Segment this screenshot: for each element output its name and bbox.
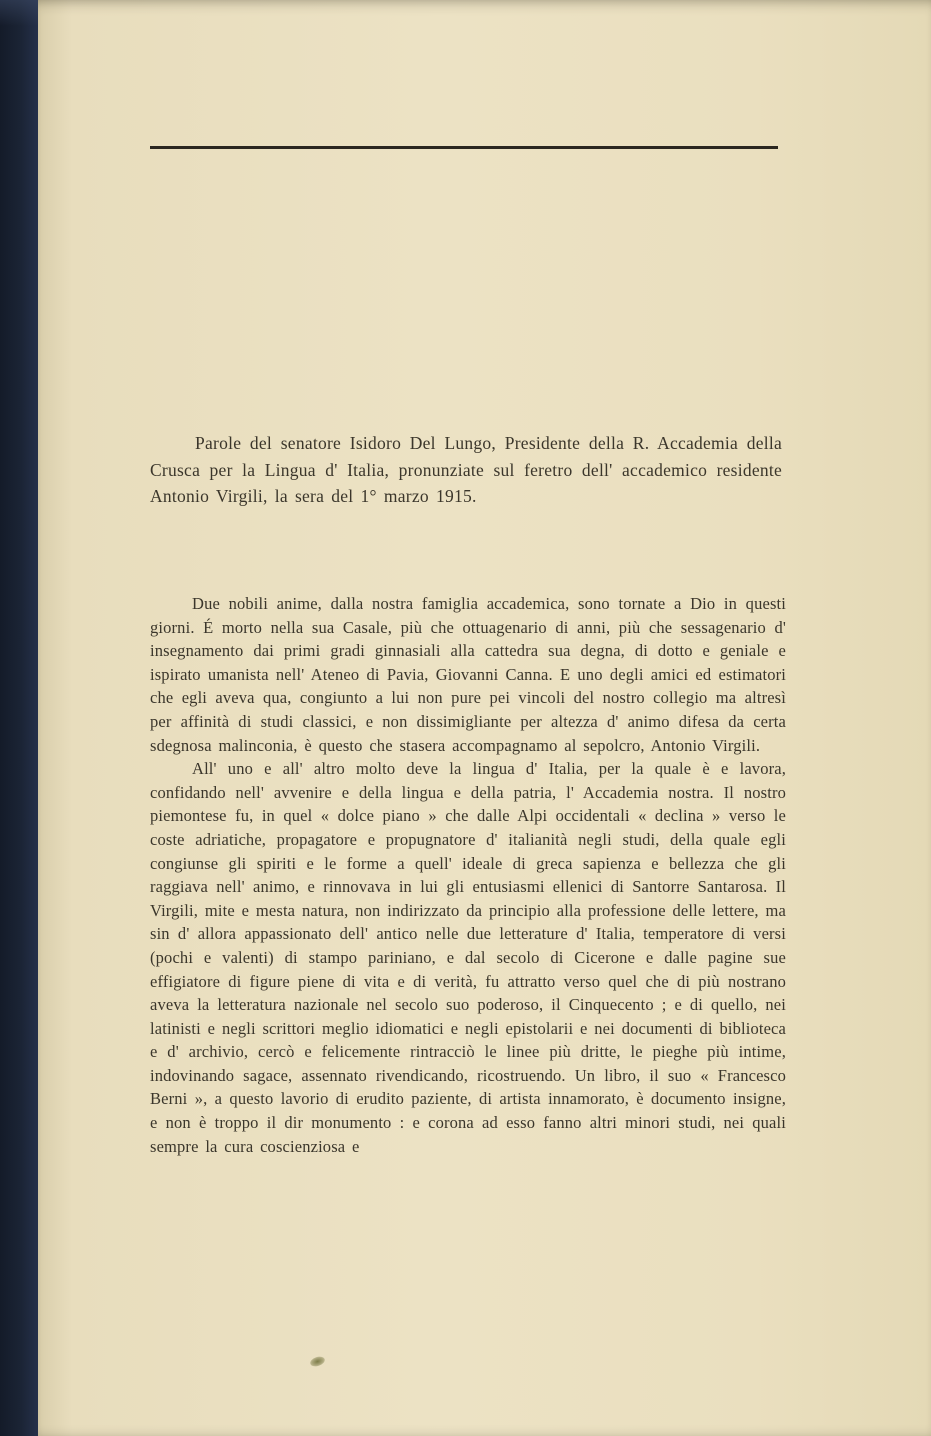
ink-smudge — [309, 1355, 326, 1368]
page-heading: Parole del senatore Isidoro Del Lungo, Presidente della R. Accademia della Crusca per la Lingua d' Italia, pronunziate sul feretro dell' accademico residente Antonio Virgili, la sera del 1° marzo 1915. — [150, 433, 782, 506]
page-paper — [38, 0, 931, 1436]
paragraph: All' uno e all' altro molto deve la lingua d' Italia, per la quale è e lavora, confidando nell' avvenire e della lingua e della patria, l' Accademia nostra. Il nostro piemontese fu, in quel « dolce piano » che dalle Alpi occidentali « declina » verso le coste adriatiche, propagatore e propugnatore d' italianità negli studi, della quale egli congiunse gli spiriti e le forme a quell' ideale di greca sapienza e bellezza che gli raggiava nell' animo, e rinnovava in lui gli entusiasmi ellenici di Santorre Santarosa. Il Virgili, mite e mesta natura, non indirizzato da principio alla professione delle lettere, ma sin d' allora appassionato dell' antico nelle due letterature d' Italia, temperatore di versi (pochi e valenti) di stampo pariniano, e dal secolo di Cicerone e dalle pagine sue effigiatore di figure piene di vita e di verità, fu attratto verso quel che di più nostrano aveva la letteratura nazionale nel secolo suo poderoso, il Cinquecento ; e di quello, nei latinisti e negli scrittori meglio idiomatici e negli epistolarii e nei documenti di biblioteca e d' archivio, cercò e felicemente rintracciò le linee più dritte, le pieghe più intime, indovinando sagace, assennato rivendicando, ricostruendo. Un libro, il suo « Francesco Berni », a questo lavorio di erudito paziente, di artista innamorato, è documento insigne, e non è troppo il dir monumento : e corona ad esso fanno altri minori studi, nei quali sempre la cura coscienziosa e — [150, 759, 786, 1156]
spine-highlight — [0, 0, 38, 26]
paragraph: Due nobili anime, dalla nostra famiglia accademica, sono tornate a Dio in questi giorni. É morto nella sua Casale, più che ottuagenario di anni, più che sessagenario d' insegnamento dai primi gradi ginnasiali alla cattedra sua degna, di dotto e geniale e ispirato umanista nell' Ateneo di Pavia, Giovanni Canna. E uno degli amici ed estimatori che egli aveva qua, congiunto a lui non pure pei vincoli del nostro collegio ma altresì per affinità di studi classici, e non dissimigliante per altezza d' animo difesa da certa sdegnosa malinconia, è questo che stasera accompagnamo al sepolcro, Antonio Virgili. — [150, 594, 786, 755]
body-text — [150, 592, 786, 1158]
top-rule — [150, 146, 778, 149]
book-spine — [0, 0, 38, 1436]
